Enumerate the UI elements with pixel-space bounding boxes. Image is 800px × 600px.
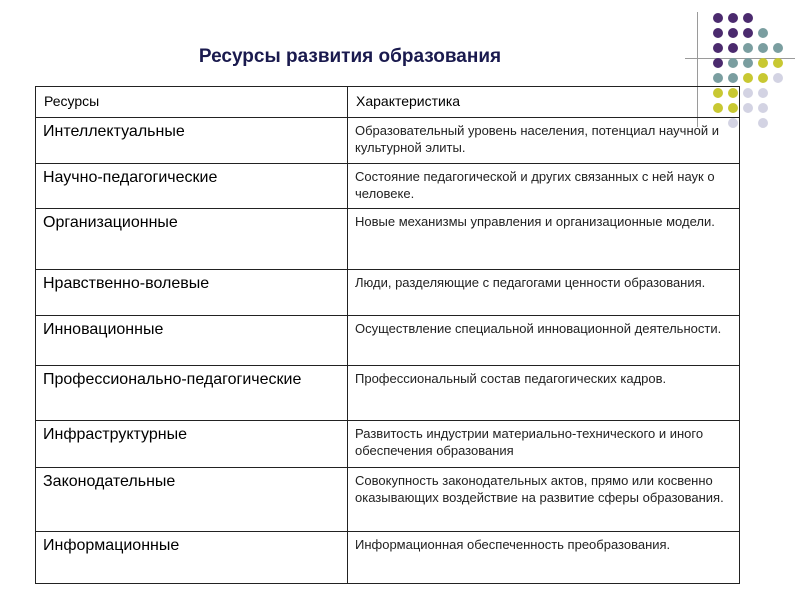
decor-dot bbox=[758, 58, 768, 68]
table-row bbox=[36, 118, 740, 164]
decor-dot bbox=[743, 43, 753, 53]
decor-dot bbox=[743, 58, 753, 68]
decor-dot bbox=[758, 73, 768, 83]
decor-dot bbox=[713, 73, 723, 83]
decor-dot bbox=[758, 118, 768, 128]
table-row bbox=[36, 164, 740, 209]
table-header-row bbox=[36, 87, 740, 118]
decor-dot bbox=[728, 28, 738, 38]
decor-dot bbox=[758, 88, 768, 98]
resource-cell: Инфраструктурные bbox=[36, 421, 348, 468]
table-row bbox=[36, 316, 740, 366]
column-header-resources: Ресурсы bbox=[36, 87, 348, 118]
page-title: Ресурсы развития образования bbox=[198, 46, 502, 67]
characteristic-cell: Новые механизмы управления и организационные модели. bbox=[348, 209, 740, 270]
resource-cell: Инновационные bbox=[36, 316, 348, 366]
characteristic-cell: Образовательный уровень населения, потенциал научной и культурной элиты. bbox=[348, 118, 740, 164]
decor-dot bbox=[773, 43, 783, 53]
table-row bbox=[36, 209, 740, 270]
decor-dot bbox=[758, 103, 768, 113]
characteristic-cell: Люди, разделяющие с педагогами ценности образования. bbox=[348, 270, 740, 316]
decor-dot bbox=[728, 73, 738, 83]
decor-dot bbox=[743, 103, 753, 113]
decor-dot bbox=[728, 43, 738, 53]
decor-dot bbox=[758, 43, 768, 53]
decor-dot bbox=[728, 13, 738, 23]
table-row bbox=[36, 421, 740, 468]
characteristic-cell: Состояние педагогической и других связанных с ней наук о человеке. bbox=[348, 164, 740, 209]
decor-dot bbox=[758, 28, 768, 38]
table-row bbox=[36, 468, 740, 532]
resource-cell: Законодательные bbox=[36, 468, 348, 532]
table-row bbox=[36, 366, 740, 421]
decor-dot bbox=[713, 28, 723, 38]
resource-cell: Научно-педагогические bbox=[36, 164, 348, 209]
decor-dot bbox=[728, 58, 738, 68]
column-header-characteristic: Характеристика bbox=[348, 87, 740, 118]
decor-dot bbox=[773, 58, 783, 68]
decor-dot bbox=[743, 73, 753, 83]
characteristic-cell: Совокупность законодательных актов, прямо или косвенно оказывающих воздействие на развитие сферы образования. bbox=[348, 468, 740, 532]
decor-dot bbox=[713, 43, 723, 53]
table-row bbox=[36, 270, 740, 316]
resource-cell: Профессионально-педагогические bbox=[36, 366, 348, 421]
resources-table bbox=[35, 86, 740, 584]
resource-cell: Нравственно-волевые bbox=[36, 270, 348, 316]
resource-cell: Организационные bbox=[36, 209, 348, 270]
resource-cell: Интеллектуальные bbox=[36, 118, 348, 164]
table-row bbox=[36, 532, 740, 584]
decor-dot bbox=[743, 28, 753, 38]
decor-dot bbox=[713, 13, 723, 23]
resource-cell: Информационные bbox=[36, 532, 348, 584]
decor-dot bbox=[773, 73, 783, 83]
characteristic-cell: Профессиональный состав педагогических кадров. bbox=[348, 366, 740, 421]
decor-dot bbox=[743, 88, 753, 98]
characteristic-cell: Информационная обеспеченность преобразования. bbox=[348, 532, 740, 584]
decor-dot bbox=[743, 13, 753, 23]
characteristic-cell: Развитость индустрии материально-технического и иного обеспечения образования bbox=[348, 421, 740, 468]
decor-dot bbox=[713, 58, 723, 68]
characteristic-cell: Осуществление специальной инновационной деятельности. bbox=[348, 316, 740, 366]
